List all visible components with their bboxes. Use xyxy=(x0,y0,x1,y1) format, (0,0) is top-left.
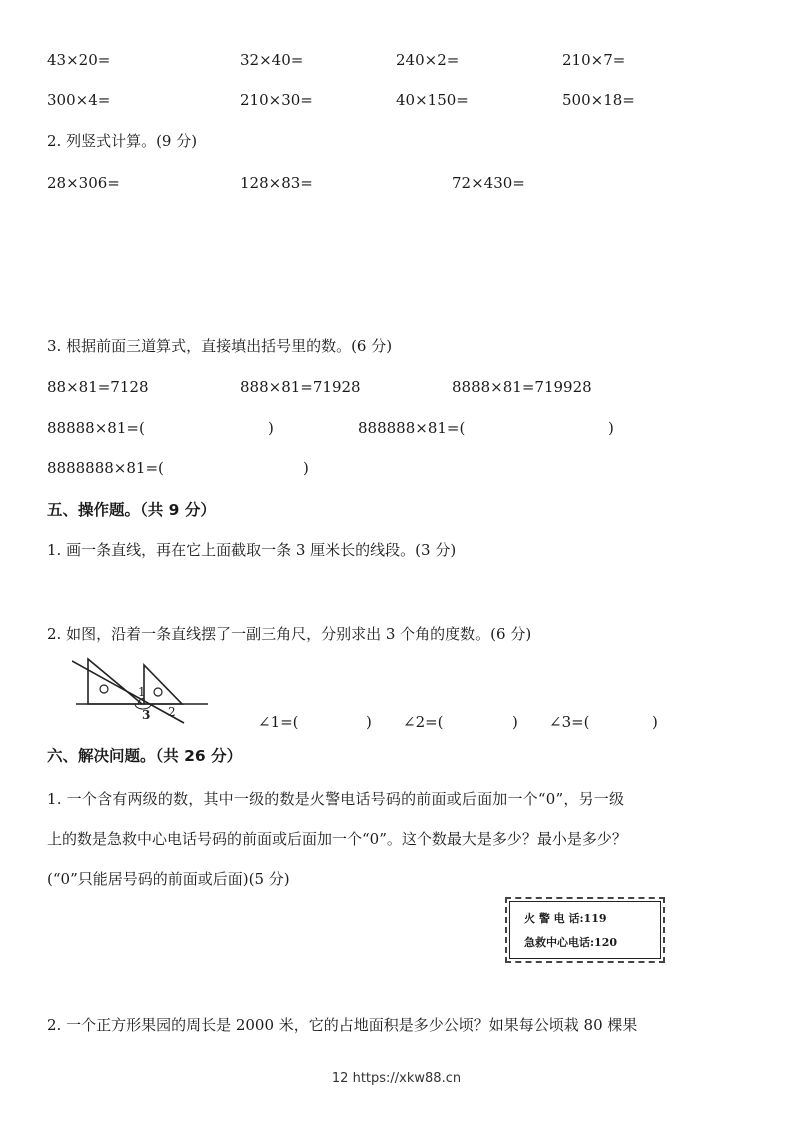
left-triangle xyxy=(88,659,142,704)
hole-circle xyxy=(154,688,162,696)
fill-blank-close: ) xyxy=(608,419,614,437)
oral-item: 300×4= xyxy=(47,91,111,109)
angle-answer: ∠2=( xyxy=(403,713,444,731)
section-heading: 六、解决问题。（共 26 分） xyxy=(47,747,243,765)
question-text: (“0”只能居号码的前面或后面)(5 分) xyxy=(47,870,290,888)
vertical-item: 28×306= xyxy=(47,174,120,192)
vertical-item: 128×83= xyxy=(240,174,313,192)
oral-item: 210×30= xyxy=(240,91,313,109)
question-text: 上的数是急救中心电话号码的前面或后面加一个“0”。这个数最大是多少？最小是多少？ xyxy=(47,830,627,848)
fill-blank-prompt: 88888×81=( xyxy=(47,419,145,437)
angle-label: 3 xyxy=(142,708,151,722)
given-equation: 88×81=7128 xyxy=(47,378,149,396)
question-text: 2. 如图，沿着一条直线摆了一副三角尺，分别求出 3 个角的度数。(6 分) xyxy=(47,625,532,643)
question-title: 2. 列竖式计算。(9 分) xyxy=(47,132,198,150)
oral-item: 500×18= xyxy=(562,91,635,109)
angle-answer: ∠1=( xyxy=(258,713,299,731)
fill-blank-prompt: 8888888×81=( xyxy=(47,459,164,477)
oral-item: 32×40= xyxy=(240,51,304,69)
sign-fire-line: 火 警 电 话:119 xyxy=(524,912,607,925)
oral-item: 43×20= xyxy=(47,51,111,69)
page-footer: 12 https://xkw88.cn xyxy=(331,1071,462,1086)
angle-label: 1 xyxy=(138,685,146,699)
angle-answer-close: ) xyxy=(652,713,658,731)
vertical-item: 72×430= xyxy=(452,174,525,192)
question-text: 1. 画一条直线，再在它上面截取一条 3 厘米长的线段。(3 分) xyxy=(47,541,457,559)
given-equation: 8888×81=719928 xyxy=(452,378,592,396)
sign-emergency-line: 急救中心电话:120 xyxy=(524,936,618,949)
angle-answer-close: ) xyxy=(366,713,372,731)
given-equation: 888×81=71928 xyxy=(240,378,361,396)
angle-answer-close: ) xyxy=(512,713,518,731)
fill-blank-close: ) xyxy=(303,459,309,477)
oral-item: 240×2= xyxy=(396,51,460,69)
fill-blank-prompt: 888888×81=( xyxy=(358,419,466,437)
angle-label: 2 xyxy=(168,705,176,719)
set-square-figure xyxy=(72,655,212,727)
angle-answer: ∠3=( xyxy=(549,713,590,731)
oral-item: 40×150= xyxy=(396,91,469,109)
phone-number-sign xyxy=(509,901,661,959)
question-text: 2. 一个正方形果园的周长是 2000 米，它的占地面积是多少公顷？如果每公顷栽 80 棵果 xyxy=(47,1016,638,1034)
question-title: 3. 根据前面三道算式，直接填出括号里的数。(6 分) xyxy=(47,337,393,355)
question-text: 1. 一个含有两级的数，其中一级的数是火警电话号码的前面或后面加一个“0”，另一级 xyxy=(47,790,625,808)
hole-circle xyxy=(100,685,108,693)
section-heading: 五、操作题。（共 9 分） xyxy=(47,501,216,519)
fill-blank-close: ) xyxy=(268,419,274,437)
oral-item: 210×7= xyxy=(562,51,626,69)
right-triangle xyxy=(144,665,182,704)
